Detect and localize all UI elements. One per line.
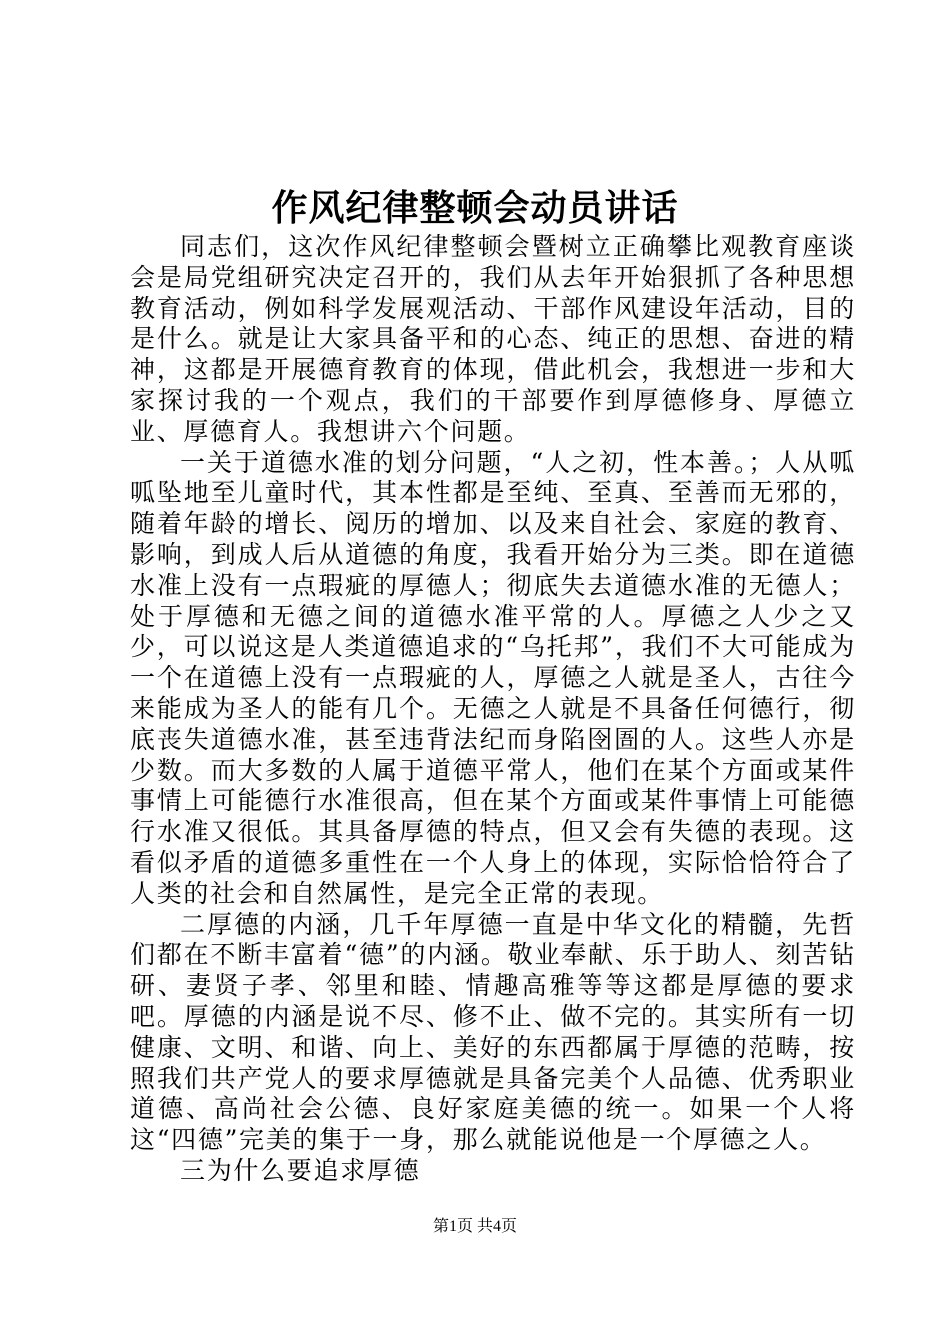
paragraph-section-1: 一关于道德水准的划分问题，“人之初，性本善。；人从呱呱坠地至儿童时代，其本性都是至纯、至真、至善而无邪的，随着年龄的增长、阅历的增加、以及来自社会、家庭的教育、影响，到成人后从道德的角度，我看开始分为三类。即在道德水准上没有一点瑕疵的厚德人；彻底失去道德水准的无德人；处于厚德和无德之间的道德水准平常的人。厚德之人少之又少，可以说这是人类道德追求的“乌托邦”，我们不大可能成为一个在道德上没有一点瑕疵的人，厚德之人就是圣人，古往今来能成为圣人的能有几个。无德之人就是不具备任何德行，彻底丧失道德水准，甚至违背法纪而身陷囹圄的人。这些人亦是少数。而大多数的人属于道德平常人，他们在某个方面或某件事情上可能德行水准很高，但在某个方面或某件事情上可能德行水准又很低。其具备厚德的特点，但又会有失德的表现。这看似矛盾的道德多重性在一个人身上的体现，实际恰恰符合了人类的社会和自然属性，是完全正常的表现。 [130, 447, 856, 908]
document-body [130, 232, 856, 1187]
page-number-footer: 第1页 共4页 [432, 1218, 517, 1235]
paragraph-intro: 同志们，这次作风纪律整顿会暨树立正确攀比观教育座谈会是局党组研究决定召开的，我们从去年开始狠抓了各种思想教育活动，例如科学发展观活动、干部作风建设年活动，目的是什么。就是让大家具备平和的心态、纯正的思想、奋进的精神，这都是开展德育教育的体现，借此机会，我想进一步和大家探讨我的一个观点，我们的干部要作到厚德修身、厚德立业、厚德育人。我想讲六个问题。 [130, 232, 856, 446]
paragraph-section-3-heading: 三为什么要追求厚德 [180, 1155, 421, 1185]
paragraph-section-2: 二厚德的内涵，几千年厚德一直是中华文化的精髓，先哲们都在不断丰富着“德”的内涵。敬业奉献、乐于助人、刻苦钻研、妻贤子孝、邻里和睦、情趣高雅等等这都是厚德的要求吧。厚德的内涵是说不尽、修不止、做不完的。其实所有一切健康、文明、和谐、向上、美好的东西都属于厚德的范畴，按照我们共产党人的要求厚德就是具备完美个人品德、优秀职业道德、高尚社会公德、良好家庭美德的统一。如果一个人将这“四德”完美的集于一身，那么就能说他是一个厚德之人。 [130, 909, 856, 1155]
document-title: 作风纪律整顿会动员讲话 [271, 187, 679, 229]
